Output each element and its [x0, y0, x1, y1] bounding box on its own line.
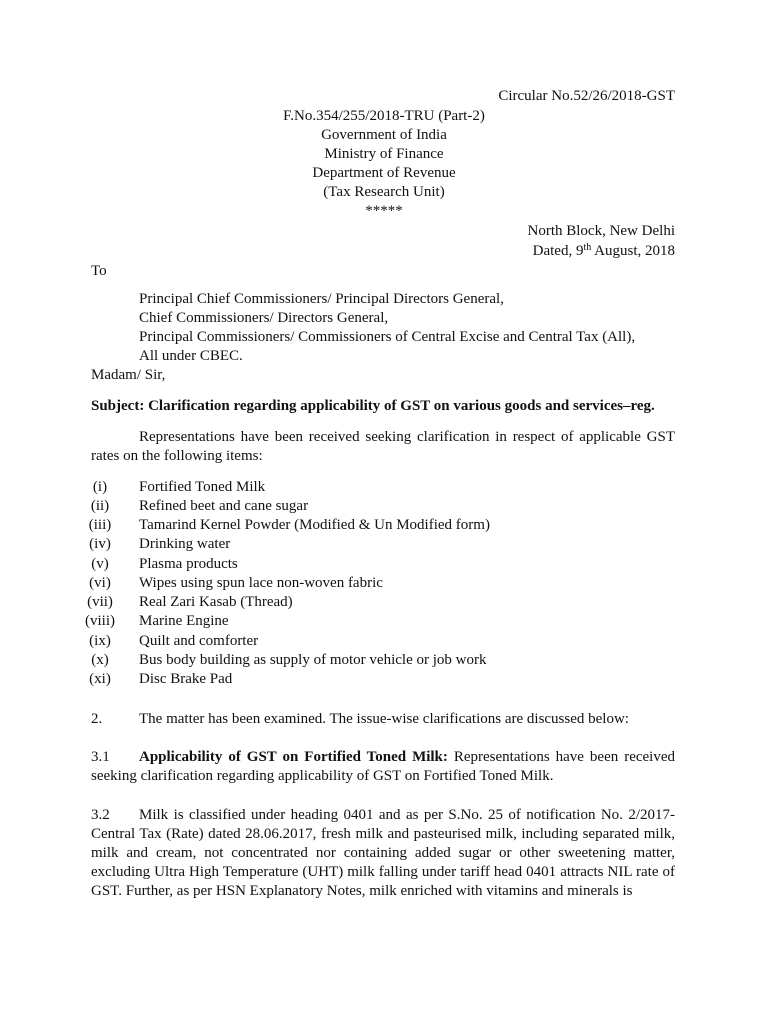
- para-3-1-number: 3.1: [91, 749, 110, 765]
- item-number: (ix): [89, 633, 111, 649]
- item-number: (xi): [89, 671, 111, 687]
- para-2-number: 2.: [91, 711, 103, 727]
- org-line-department: Department of Revenue: [312, 165, 456, 181]
- para-3-2-number: 3.2: [91, 807, 110, 823]
- list-item: Bus body building as supply of motor vehicle or job work: [139, 652, 487, 668]
- list-item: Real Zari Kasab (Thread): [139, 594, 293, 610]
- recipient-line: Principal Commissioners/ Commissioners of Central Excise and Central Tax (All),: [139, 329, 636, 345]
- circular-number: Circular No.52/26/2018-GST: [498, 88, 675, 104]
- item-number: (i): [92, 479, 108, 495]
- item-number: (ii): [90, 498, 110, 514]
- list-item: Drinking water: [139, 536, 231, 552]
- item-number: (iv): [89, 536, 111, 552]
- item-number: (vii): [87, 594, 113, 610]
- recipient-line: All under CBEC.: [139, 348, 243, 364]
- date-suffix: August, 2018: [591, 243, 675, 259]
- recipient-line: Chief Commissioners/ Directors General,: [139, 310, 389, 326]
- list-item: Marine Engine: [139, 613, 229, 629]
- date-prefix: Dated, 9: [532, 243, 584, 259]
- para-3-1-heading: Applicability of GST on Fortified Toned Milk:: [139, 749, 448, 765]
- to-label: To: [91, 263, 107, 279]
- item-number: (vi): [89, 575, 111, 591]
- para-3-1: [91, 748, 675, 786]
- date: [533, 242, 675, 261]
- salutation: Madam/ Sir,: [91, 367, 166, 383]
- separator-stars: *****: [365, 203, 403, 219]
- org-line-unit: (Tax Research Unit): [323, 184, 445, 200]
- item-number: (v): [91, 556, 109, 572]
- intro-paragraph: Representations have been received seeking clarification in respect of applicable GST rates on the following items:: [91, 429, 675, 464]
- place: North Block, New Delhi: [527, 223, 675, 239]
- list-item: Tamarind Kernel Powder (Modified & Un Modified form): [139, 517, 490, 533]
- list-item: Wipes using spun lace non-woven fabric: [139, 575, 383, 591]
- list-item: Disc Brake Pad: [139, 671, 233, 687]
- recipient-line: Principal Chief Commissioners/ Principal Directors General,: [139, 291, 504, 307]
- para-2-text: The matter has been examined. The issue-wise clarifications are discussed below:: [139, 711, 629, 727]
- list-item: Quilt and comforter: [139, 633, 259, 649]
- date-sup: th: [583, 242, 592, 253]
- file-number: F.No.354/255/2018-TRU (Part-2): [283, 108, 485, 124]
- item-number: (viii): [85, 613, 115, 629]
- org-line-ministry: Ministry of Finance: [324, 146, 444, 162]
- item-number: (x): [91, 652, 109, 668]
- list-item: Plasma products: [139, 556, 238, 572]
- list-item: Fortified Toned Milk: [139, 479, 266, 495]
- item-number: (iii): [88, 517, 112, 533]
- para-3-1-text: Representations have been received seeking clarification regarding applicability of GST on Fortified Toned Milk.: [91, 749, 676, 784]
- para-3-2: [91, 806, 675, 901]
- org-line-government: Government of India: [321, 127, 447, 143]
- subject-line: Subject: Clarification regarding applicability of GST on various goods and services–reg.: [91, 398, 655, 414]
- list-item: Refined beet and cane sugar: [139, 498, 309, 514]
- para-3-2-text: Milk is classified under heading 0401 and as per S.No. 25 of notification No. 2/2017-Central Tax (Rate) dated 28.06.2017, fresh milk and pasteurised milk, including separated milk, milk and cream, not concentrated nor containing added sugar or other sweetening matter, excluding Ultra High Temperature (UHT) milk falling under tariff head 0401 attracts NIL rate of GST. Further, as per HSN Explanatory Notes, milk enriched with vitamins and minerals is: [91, 807, 675, 899]
